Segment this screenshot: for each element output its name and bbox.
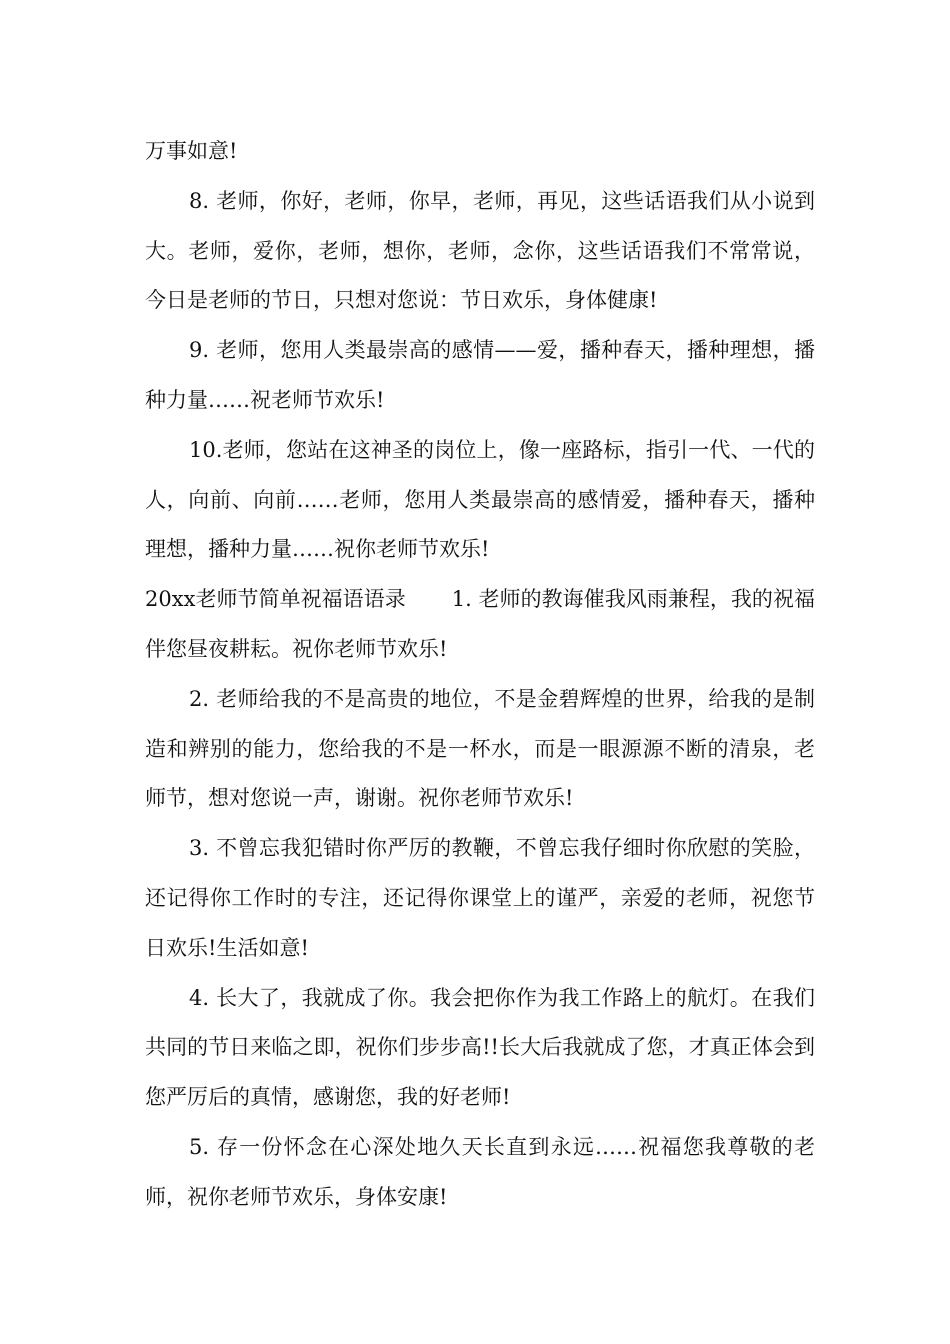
- list-item: 9. 老师，您用人类最崇高的感情——爱，播种春天，播种理想，播种力量……祝老师节欢乐!: [145, 338, 815, 412]
- list-item: 1. 老师的教诲催我风雨兼程，我的祝福伴您昼夜耕耘。祝你老师节欢乐!: [145, 587, 815, 661]
- list-item: 3. 不曾忘我犯错时你严厉的教鞭，不曾忘我仔细时你欣慰的笑脸，还记得你工作时的专注，还记得你课堂上的谨严，亲爱的老师，祝您节日欢乐!生活如意!: [145, 836, 815, 960]
- list-item: 8. 老师，你好，老师，你早，老师，再见，这些话语我们从小说到大。老师，爱你，老师，想你，老师，念你，这些话语我们不常常说，今日是老师的节日，只想对您说：节日欢乐，身体健康!: [145, 188, 815, 313]
- continuation-line: 万事如意!: [145, 139, 238, 163]
- list-item: 2. 老师给我的不是高贵的地位，不是金碧辉煌的世界，给我的是制造和辨别的能力，您给我的不是一杯水，而是一眼源源不断的清泉，老师节，想对您说一声，谢谢。祝你老师节欢乐!: [145, 686, 815, 811]
- section-heading: 20xx老师节简单祝福语语录: [145, 587, 406, 612]
- document-body: [145, 127, 815, 1223]
- list-item: 4. 长大了，我就成了你。我会把你作为我工作路上的航灯。在我们共同的节日来临之即，祝你们步步高!!长大后我就成了您，才真正体会到您严厉后的真情，感谢您，我的好老师!: [145, 985, 815, 1110]
- list-item: 10.老师，您站在这神圣的岗位上，像一座路标，指引一代、一代的人，向前、向前……老师，您用人类最崇高的感情爱，播种春天，播种理想，播种力量……祝你老师节欢乐!: [145, 437, 815, 562]
- section-heading-paragraph: [145, 575, 815, 675]
- list-item: 5. 存一份怀念在心深处地久天长直到永远……祝福您我尊敬的老师，祝你老师节欢乐，身体安康!: [145, 1134, 815, 1209]
